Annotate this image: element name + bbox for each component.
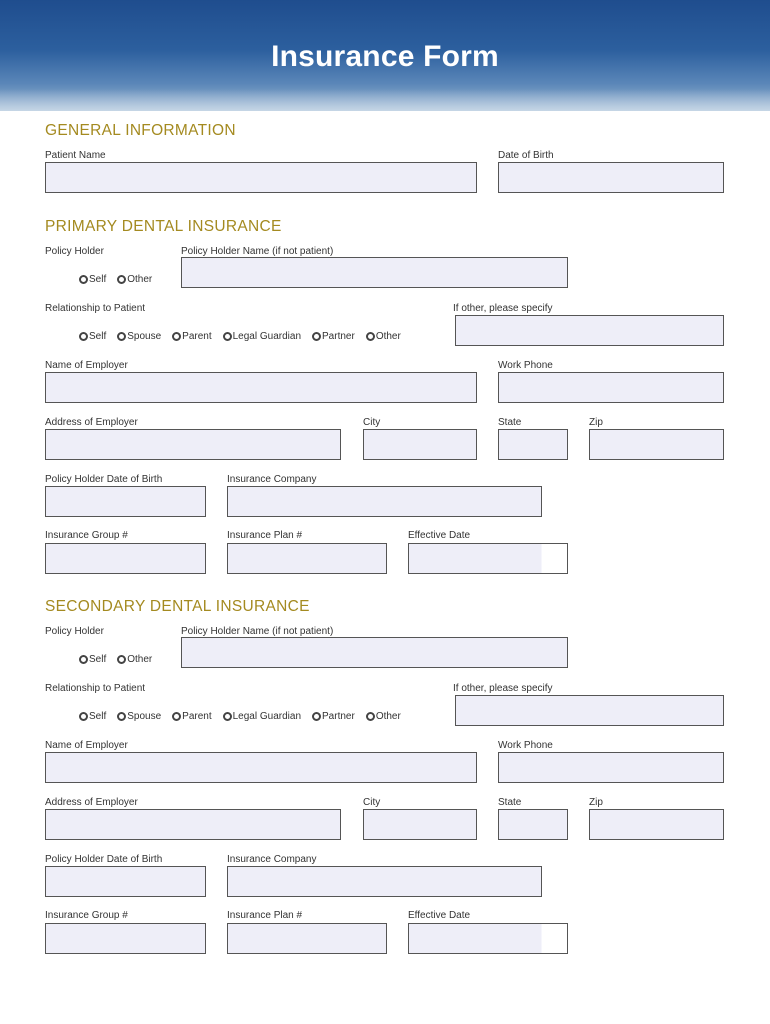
radio-button-icon[interactable]: [366, 712, 375, 721]
primary-effective-field[interactable]: [408, 543, 568, 574]
primary-employer-label: Name of Employer: [45, 360, 128, 371]
secondary-holder-option-self[interactable]: Self: [79, 654, 106, 665]
secondary-plan-label: Insurance Plan #: [227, 910, 303, 921]
primary-zip-label: Zip: [589, 417, 603, 428]
primary-work-phone-label: Work Phone: [498, 360, 553, 371]
primary-relationship-label: Relationship to Patient: [45, 303, 146, 314]
primary-relationship-radio-group: [79, 331, 412, 342]
patient-name-label: Patient Name: [45, 150, 106, 161]
secondary-holder-name-label: Policy Holder Name (if not patient): [181, 626, 334, 637]
secondary-holder-name-field[interactable]: [181, 637, 568, 668]
primary-policy-holder-label: Policy Holder: [45, 246, 104, 257]
primary-rel-option-self[interactable]: Self: [79, 331, 106, 342]
primary-other-specify-field[interactable]: [455, 315, 724, 346]
secondary-other-specify-field[interactable]: [455, 695, 724, 726]
primary-group-field[interactable]: [45, 543, 206, 574]
secondary-company-field[interactable]: [227, 866, 542, 897]
secondary-city-label: City: [363, 797, 381, 808]
primary-plan-field[interactable]: [227, 543, 387, 574]
primary-company-label: Insurance Company: [227, 474, 317, 485]
radio-button-icon[interactable]: [117, 332, 126, 341]
secondary-rel-option-parent[interactable]: Parent: [172, 711, 211, 722]
secondary-group-label: Insurance Group #: [45, 910, 128, 921]
primary-holder-name-field[interactable]: [181, 257, 568, 288]
radio-button-icon[interactable]: [172, 712, 181, 721]
secondary-relationship-label: Relationship to Patient: [45, 683, 146, 694]
form-header: [0, 0, 770, 111]
general-section-title: GENERAL INFORMATION: [45, 122, 236, 139]
primary-holder-dob-field[interactable]: [45, 486, 206, 517]
primary-city-field[interactable]: [363, 429, 477, 460]
radio-button-icon[interactable]: [79, 332, 88, 341]
secondary-other-specify-label: If other, please specify: [453, 683, 553, 694]
radio-button-icon[interactable]: [117, 275, 126, 284]
primary-zip-field[interactable]: [589, 429, 724, 460]
primary-state-field[interactable]: [498, 429, 568, 460]
dob-field[interactable]: [498, 162, 724, 193]
secondary-city-field[interactable]: [363, 809, 477, 840]
primary-work-phone-field[interactable]: [498, 372, 724, 403]
secondary-zip-label: Zip: [589, 797, 603, 808]
radio-button-icon[interactable]: [117, 712, 126, 721]
secondary-policy-holder-label: Policy Holder: [45, 626, 104, 637]
secondary-company-label: Insurance Company: [227, 854, 317, 865]
radio-button-icon[interactable]: [312, 332, 321, 341]
primary-plan-label: Insurance Plan #: [227, 530, 303, 541]
primary-group-label: Insurance Group #: [45, 530, 128, 541]
secondary-zip-field[interactable]: [589, 809, 724, 840]
primary-rel-option-partner[interactable]: Partner: [312, 331, 355, 342]
primary-address-label: Address of Employer: [45, 417, 138, 428]
radio-button-icon[interactable]: [223, 332, 232, 341]
secondary-rel-option-guardian[interactable]: Legal Guardian: [223, 711, 301, 722]
dob-label: Date of Birth: [498, 150, 554, 161]
secondary-group-field[interactable]: [45, 923, 206, 954]
primary-state-label: State: [498, 417, 522, 428]
secondary-effective-field[interactable]: [408, 923, 568, 954]
radio-button-icon[interactable]: [79, 655, 88, 664]
radio-button-icon[interactable]: [172, 332, 181, 341]
primary-holder-name-label: Policy Holder Name (if not patient): [181, 246, 334, 257]
secondary-holder-radio-group: [79, 654, 163, 665]
form-title: Insurance Form: [271, 40, 499, 73]
primary-rel-option-spouse[interactable]: Spouse: [117, 331, 161, 342]
secondary-employer-label: Name of Employer: [45, 740, 128, 751]
primary-rel-option-parent[interactable]: Parent: [172, 331, 211, 342]
secondary-effective-label: Effective Date: [408, 910, 471, 921]
primary-address-field[interactable]: [45, 429, 341, 460]
secondary-state-field[interactable]: [498, 809, 568, 840]
patient-name-field[interactable]: [45, 162, 477, 193]
secondary-rel-option-spouse[interactable]: Spouse: [117, 711, 161, 722]
primary-effective-label: Effective Date: [408, 530, 471, 541]
primary-holder-radio-group: [79, 274, 163, 285]
radio-button-icon[interactable]: [223, 712, 232, 721]
primary-company-field[interactable]: [227, 486, 542, 517]
secondary-rel-option-other[interactable]: Other: [366, 711, 401, 722]
secondary-rel-option-self[interactable]: Self: [79, 711, 106, 722]
secondary-holder-option-other[interactable]: Other: [117, 654, 152, 665]
primary-section-title: PRIMARY DENTAL INSURANCE: [45, 218, 282, 235]
secondary-state-label: State: [498, 797, 522, 808]
primary-other-specify-label: If other, please specify: [453, 303, 553, 314]
primary-employer-field[interactable]: [45, 372, 477, 403]
secondary-holder-dob-field[interactable]: [45, 866, 206, 897]
primary-holder-option-self[interactable]: Self: [79, 274, 106, 285]
primary-holder-dob-label: Policy Holder Date of Birth: [45, 474, 163, 485]
radio-button-icon[interactable]: [312, 712, 321, 721]
radio-button-icon[interactable]: [117, 655, 126, 664]
secondary-work-phone-label: Work Phone: [498, 740, 553, 751]
primary-holder-option-other[interactable]: Other: [117, 274, 152, 285]
secondary-work-phone-field[interactable]: [498, 752, 724, 783]
primary-rel-option-other[interactable]: Other: [366, 331, 401, 342]
secondary-employer-field[interactable]: [45, 752, 477, 783]
secondary-address-label: Address of Employer: [45, 797, 138, 808]
primary-rel-option-guardian[interactable]: Legal Guardian: [223, 331, 301, 342]
radio-button-icon[interactable]: [366, 332, 375, 341]
secondary-section-title: SECONDARY DENTAL INSURANCE: [45, 598, 310, 615]
secondary-rel-option-partner[interactable]: Partner: [312, 711, 355, 722]
radio-button-icon[interactable]: [79, 712, 88, 721]
radio-button-icon[interactable]: [79, 275, 88, 284]
secondary-plan-field[interactable]: [227, 923, 387, 954]
secondary-relationship-radio-group: [79, 711, 412, 722]
secondary-holder-dob-label: Policy Holder Date of Birth: [45, 854, 163, 865]
primary-city-label: City: [363, 417, 381, 428]
secondary-address-field[interactable]: [45, 809, 341, 840]
